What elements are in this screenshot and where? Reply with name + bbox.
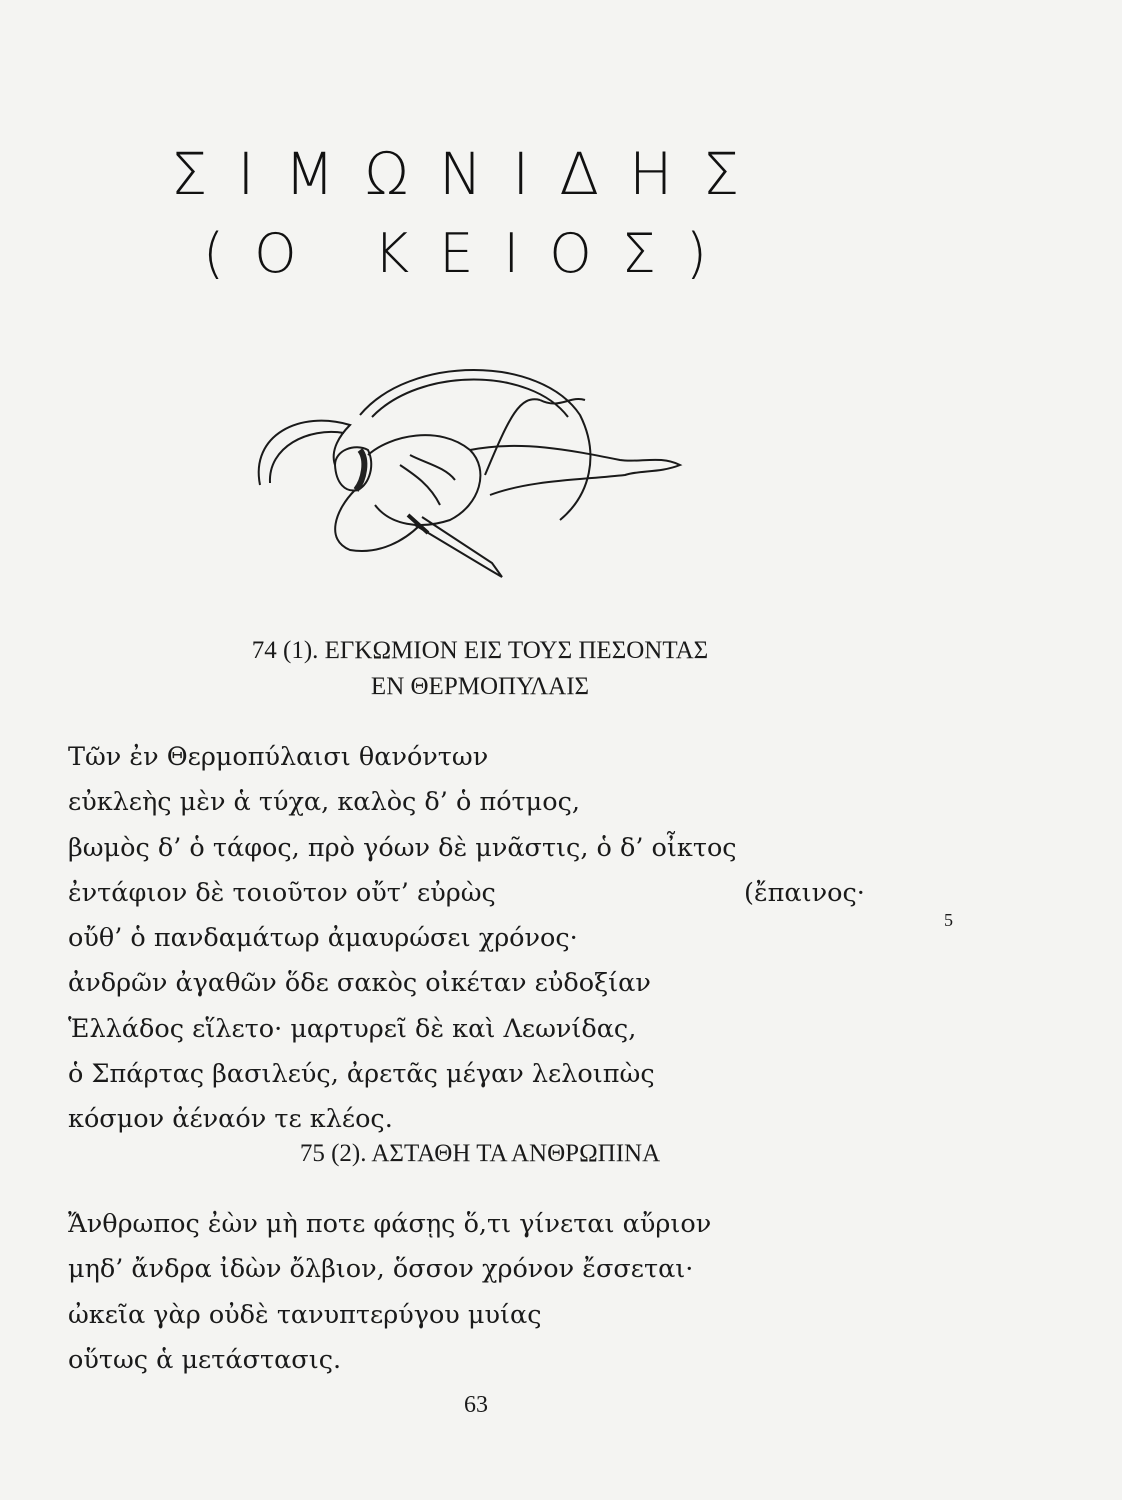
poem-line: Τῶν ἐν Θερμοπύλαισι θανόντων <box>68 742 489 772</box>
poem-74-text <box>68 735 918 1143</box>
poem-line: Ἄνθρωπος ἐὼν μὴ ποτε φάσῃς ὅ,τι γίνεται αὔριον <box>68 1209 712 1239</box>
page-subtitle: (Ο ΚΕΙΟΣ) <box>203 222 737 285</box>
poem-line: Ἑλλάδος εἵλετο· μαρτυρεῖ δὲ καὶ Λεωνίδας, <box>68 1013 637 1044</box>
bracket-note: (ἔπαινος· <box>744 877 865 908</box>
poem-75-heading <box>120 1136 840 1172</box>
poem-75-heading-line1: 75 (2). ΑΣΤΑΘΗ ΤΑ ΑΝΘΡΩΠΙΝΑ <box>299 1140 661 1167</box>
poem-line: μηδ’ ἄνδρα ἰδὼν ὄλβιον, ὅσσον χρόνον ἔσσεται· <box>68 1254 694 1285</box>
poem-74-heading-line2: ΕΝ ΘΕΡΜΟΠΥΛΑΙΣ <box>370 673 590 700</box>
poem-line: οὔθ’ ὁ πανδαμάτωρ ἀμαυρώσει χρόνος· <box>68 923 578 954</box>
poem-line <box>68 871 918 916</box>
poem-line: βωμὸς δ’ ὁ τάφος, πρὸ γόων δὲ μνᾶστις, ὁ δ’ οἶκτος <box>68 832 737 863</box>
fallen-warrior-vase-drawing-icon <box>240 355 690 580</box>
poem-75-text <box>68 1202 918 1383</box>
poem-line-text: ἐντάφιον δὲ τοιοῦτον οὔτ’ εὐρὼς <box>68 877 496 908</box>
poem-line: εὐκλεὴς μὲν ἁ τύχα, καλὸς δ’ ὁ πότμος, <box>68 787 580 818</box>
poem-line: ὁ Σπάρτας βασιλεύς, ἀρετᾶς μέγαν λελοιπὼς <box>68 1059 655 1090</box>
poem-line: ὠκεῖα γὰρ οὐδὲ τανυπτερύγου μυίας <box>68 1299 542 1330</box>
page-number: 63 <box>464 1392 488 1418</box>
line-number: 5 <box>944 910 953 930</box>
poem-line: οὕτως ἁ μετάστασις. <box>68 1344 342 1375</box>
poem-74-heading <box>120 633 840 705</box>
poem-line: ἀνδρῶν ἀγαθῶν ὅδε σακὸς οἰκέταν εὐδοξίαν <box>68 968 651 999</box>
poem-line: κόσμον ἀέναόν τε κλέος. <box>68 1104 393 1135</box>
page-title: ΣΙΜΩΝΙΔΗΣ <box>170 140 770 208</box>
poem-74-heading-line1: 74 (1). ΕΓΚΩΜΙΟΝ ΕΙΣ ΤΟΥΣ ΠΕΣΟΝΤΑΣ <box>251 637 709 664</box>
